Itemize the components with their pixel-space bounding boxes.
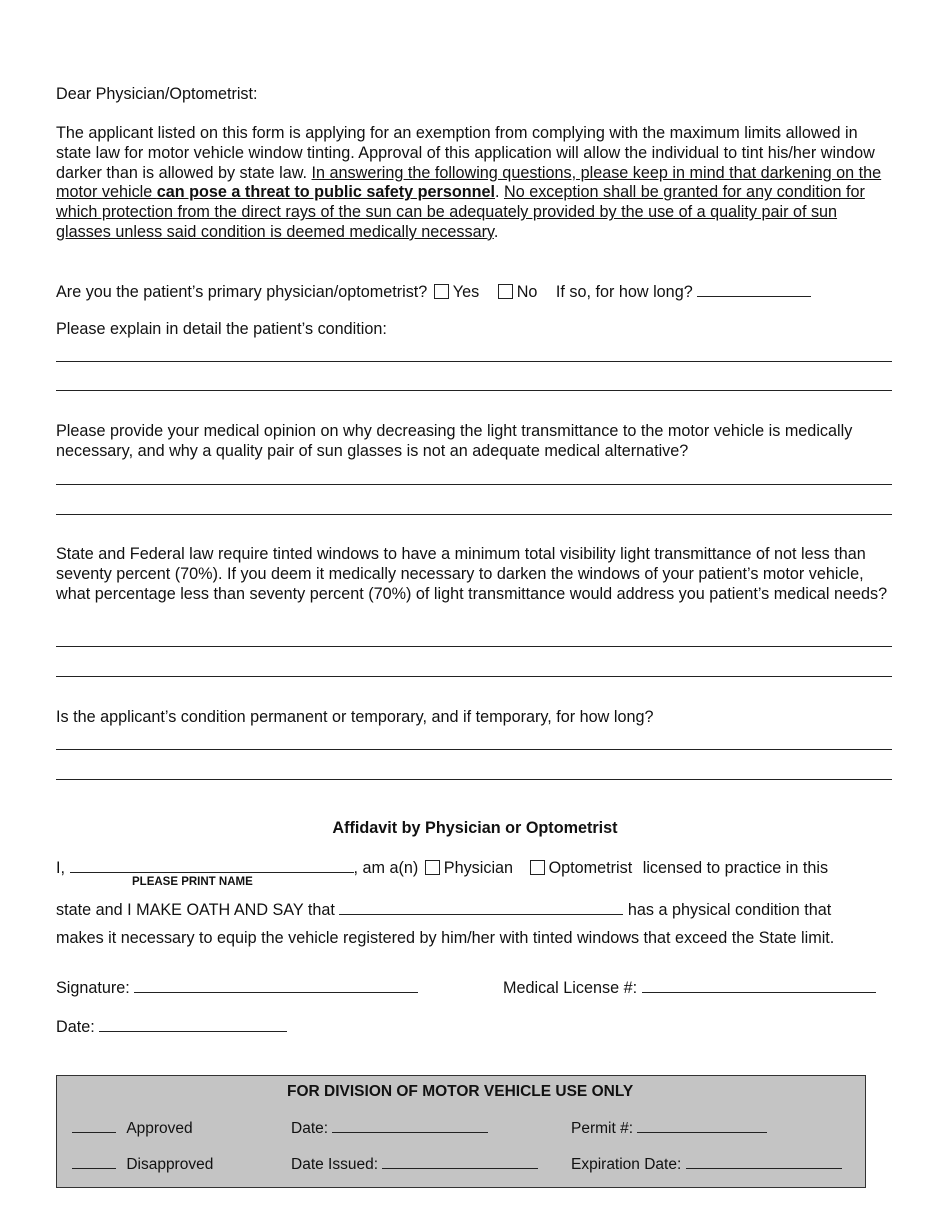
greeting: Dear Physician/Optometrist:: [56, 85, 258, 103]
dmv-expiration-row: [571, 1154, 842, 1174]
affidavit-line-1: [56, 858, 828, 878]
q1-row: [56, 282, 811, 302]
q1-yes-checkbox[interactable]: [434, 284, 449, 299]
q1-followup: If so, for how long?: [555, 283, 693, 301]
dmv-disapproved-row: [72, 1154, 213, 1174]
date-label: Date:: [56, 1018, 95, 1036]
q2-answer-line-1[interactable]: [56, 361, 892, 362]
date-field[interactable]: [99, 1017, 287, 1032]
q2-answer-line-2[interactable]: [56, 390, 892, 391]
intro-underlined-1: In answering the following questions, please keep in mind that darkening on the motor vehicle: [56, 163, 882, 202]
print-name-caption: PLEASE PRINT NAME: [132, 876, 253, 888]
intro-underlined-2: No exception shall be granted for any condition for which protection from the direct rays of the sun can be adequately provided by the use of a quality pair of sun glasses unless said condition is deemed medically necessary: [56, 183, 865, 241]
intro-sep: .: [495, 183, 504, 202]
permit-field[interactable]: [637, 1118, 767, 1133]
patient-name-field[interactable]: [339, 900, 623, 915]
signature-label: Signature:: [56, 979, 130, 997]
q1-no-label: No: [516, 283, 538, 301]
intro-bold-warning: can pose a threat to public safety personnel: [156, 183, 495, 202]
affidavit-am: , am a(n): [353, 859, 419, 877]
intro-end: .: [493, 222, 499, 241]
date-row: [56, 1017, 287, 1037]
dmv-date-field[interactable]: [332, 1118, 488, 1133]
q3-answer-line-1[interactable]: [56, 484, 892, 485]
date-issued-label: Date Issued:: [291, 1156, 379, 1173]
dmv-permit-row: [571, 1118, 767, 1138]
q5-text: Is the applicant’s condition permanent or temporary, and if temporary, for how long?: [56, 708, 654, 726]
approved-field[interactable]: [72, 1118, 116, 1133]
dmv-use-only-box: [56, 1075, 866, 1188]
dmv-approved-row: [72, 1118, 193, 1138]
affidavit-line-3: makes it necessary to equip the vehicle registered by him/her with tinted windows that exceed the State limit.: [56, 929, 835, 947]
date-issued-field[interactable]: [382, 1154, 538, 1169]
physician-checkbox[interactable]: [425, 860, 440, 875]
q4-text: State and Federal law require tinted windows to have a minimum total visibility light transmittance of not less than seventy percent (70%). If you deem it medically necessary to darken the windows of your patient’s motor vehicle, what percentage less than seventy percent (70%) of light transmittance would address you patient’s medical needs?: [56, 545, 888, 603]
approved-label: Approved: [126, 1120, 193, 1137]
optometrist-checkbox[interactable]: [530, 860, 545, 875]
q5-answer-line-1[interactable]: [56, 749, 892, 750]
optometrist-label: Optometrist: [548, 859, 633, 877]
affidavit-condition: has a physical condition that: [627, 901, 832, 919]
affidavit-oath: state and I MAKE OATH AND SAY that: [56, 901, 335, 919]
license-label: Medical License #:: [503, 979, 638, 997]
permit-label: Permit #:: [571, 1120, 634, 1137]
q4-answer-line-1[interactable]: [56, 646, 892, 647]
affidavit-title: Affidavit by Physician or Optometrist: [332, 819, 618, 837]
q1-yes-label: Yes: [452, 283, 480, 301]
affidavit-licensed: licensed to practice in this: [642, 859, 829, 877]
physician-label: Physician: [443, 859, 514, 877]
disapproved-label: Disapproved: [126, 1156, 214, 1173]
q4-answer-line-2[interactable]: [56, 676, 892, 677]
signature-field[interactable]: [134, 978, 418, 993]
expiration-label: Expiration Date:: [571, 1156, 682, 1173]
expiration-field[interactable]: [686, 1154, 842, 1169]
affidavit-line-2: [56, 900, 831, 920]
physician-name-field[interactable]: [70, 858, 354, 873]
q3-text: Please provide your medical opinion on why decreasing the light transmittance to the motor vehicle is medically necessary, and why a quality pair of sun glasses is not an adequate medical alternative?: [56, 422, 853, 460]
disapproved-field[interactable]: [72, 1154, 116, 1169]
dmv-title: FOR DIVISION OF MOTOR VEHICLE USE ONLY: [287, 1083, 634, 1100]
dmv-date-row: [291, 1118, 488, 1138]
signature-row: [56, 978, 418, 998]
q1-no-checkbox[interactable]: [498, 284, 513, 299]
dmv-date-issued-row: [291, 1154, 538, 1174]
intro-plain: The applicant listed on this form is applying for an exemption from complying with the maximum limits allowed in state law for motor vehicle window tinting. Approval of this application will allow the individual to tint his/her window darker than is allowed by state law.: [56, 124, 875, 182]
license-row: [503, 978, 876, 998]
q5-answer-line-2[interactable]: [56, 779, 892, 780]
q1-duration-field[interactable]: [697, 282, 811, 297]
q1-text: Are you the patient’s primary physician/optometrist?: [56, 283, 428, 301]
q3-answer-line-2[interactable]: [56, 514, 892, 515]
q2-text: Please explain in detail the patient’s condition:: [56, 320, 387, 338]
affidavit-i: I,: [56, 859, 65, 877]
intro-paragraph: [56, 124, 896, 243]
dmv-date-label: Date:: [291, 1120, 329, 1137]
license-field[interactable]: [642, 978, 876, 993]
